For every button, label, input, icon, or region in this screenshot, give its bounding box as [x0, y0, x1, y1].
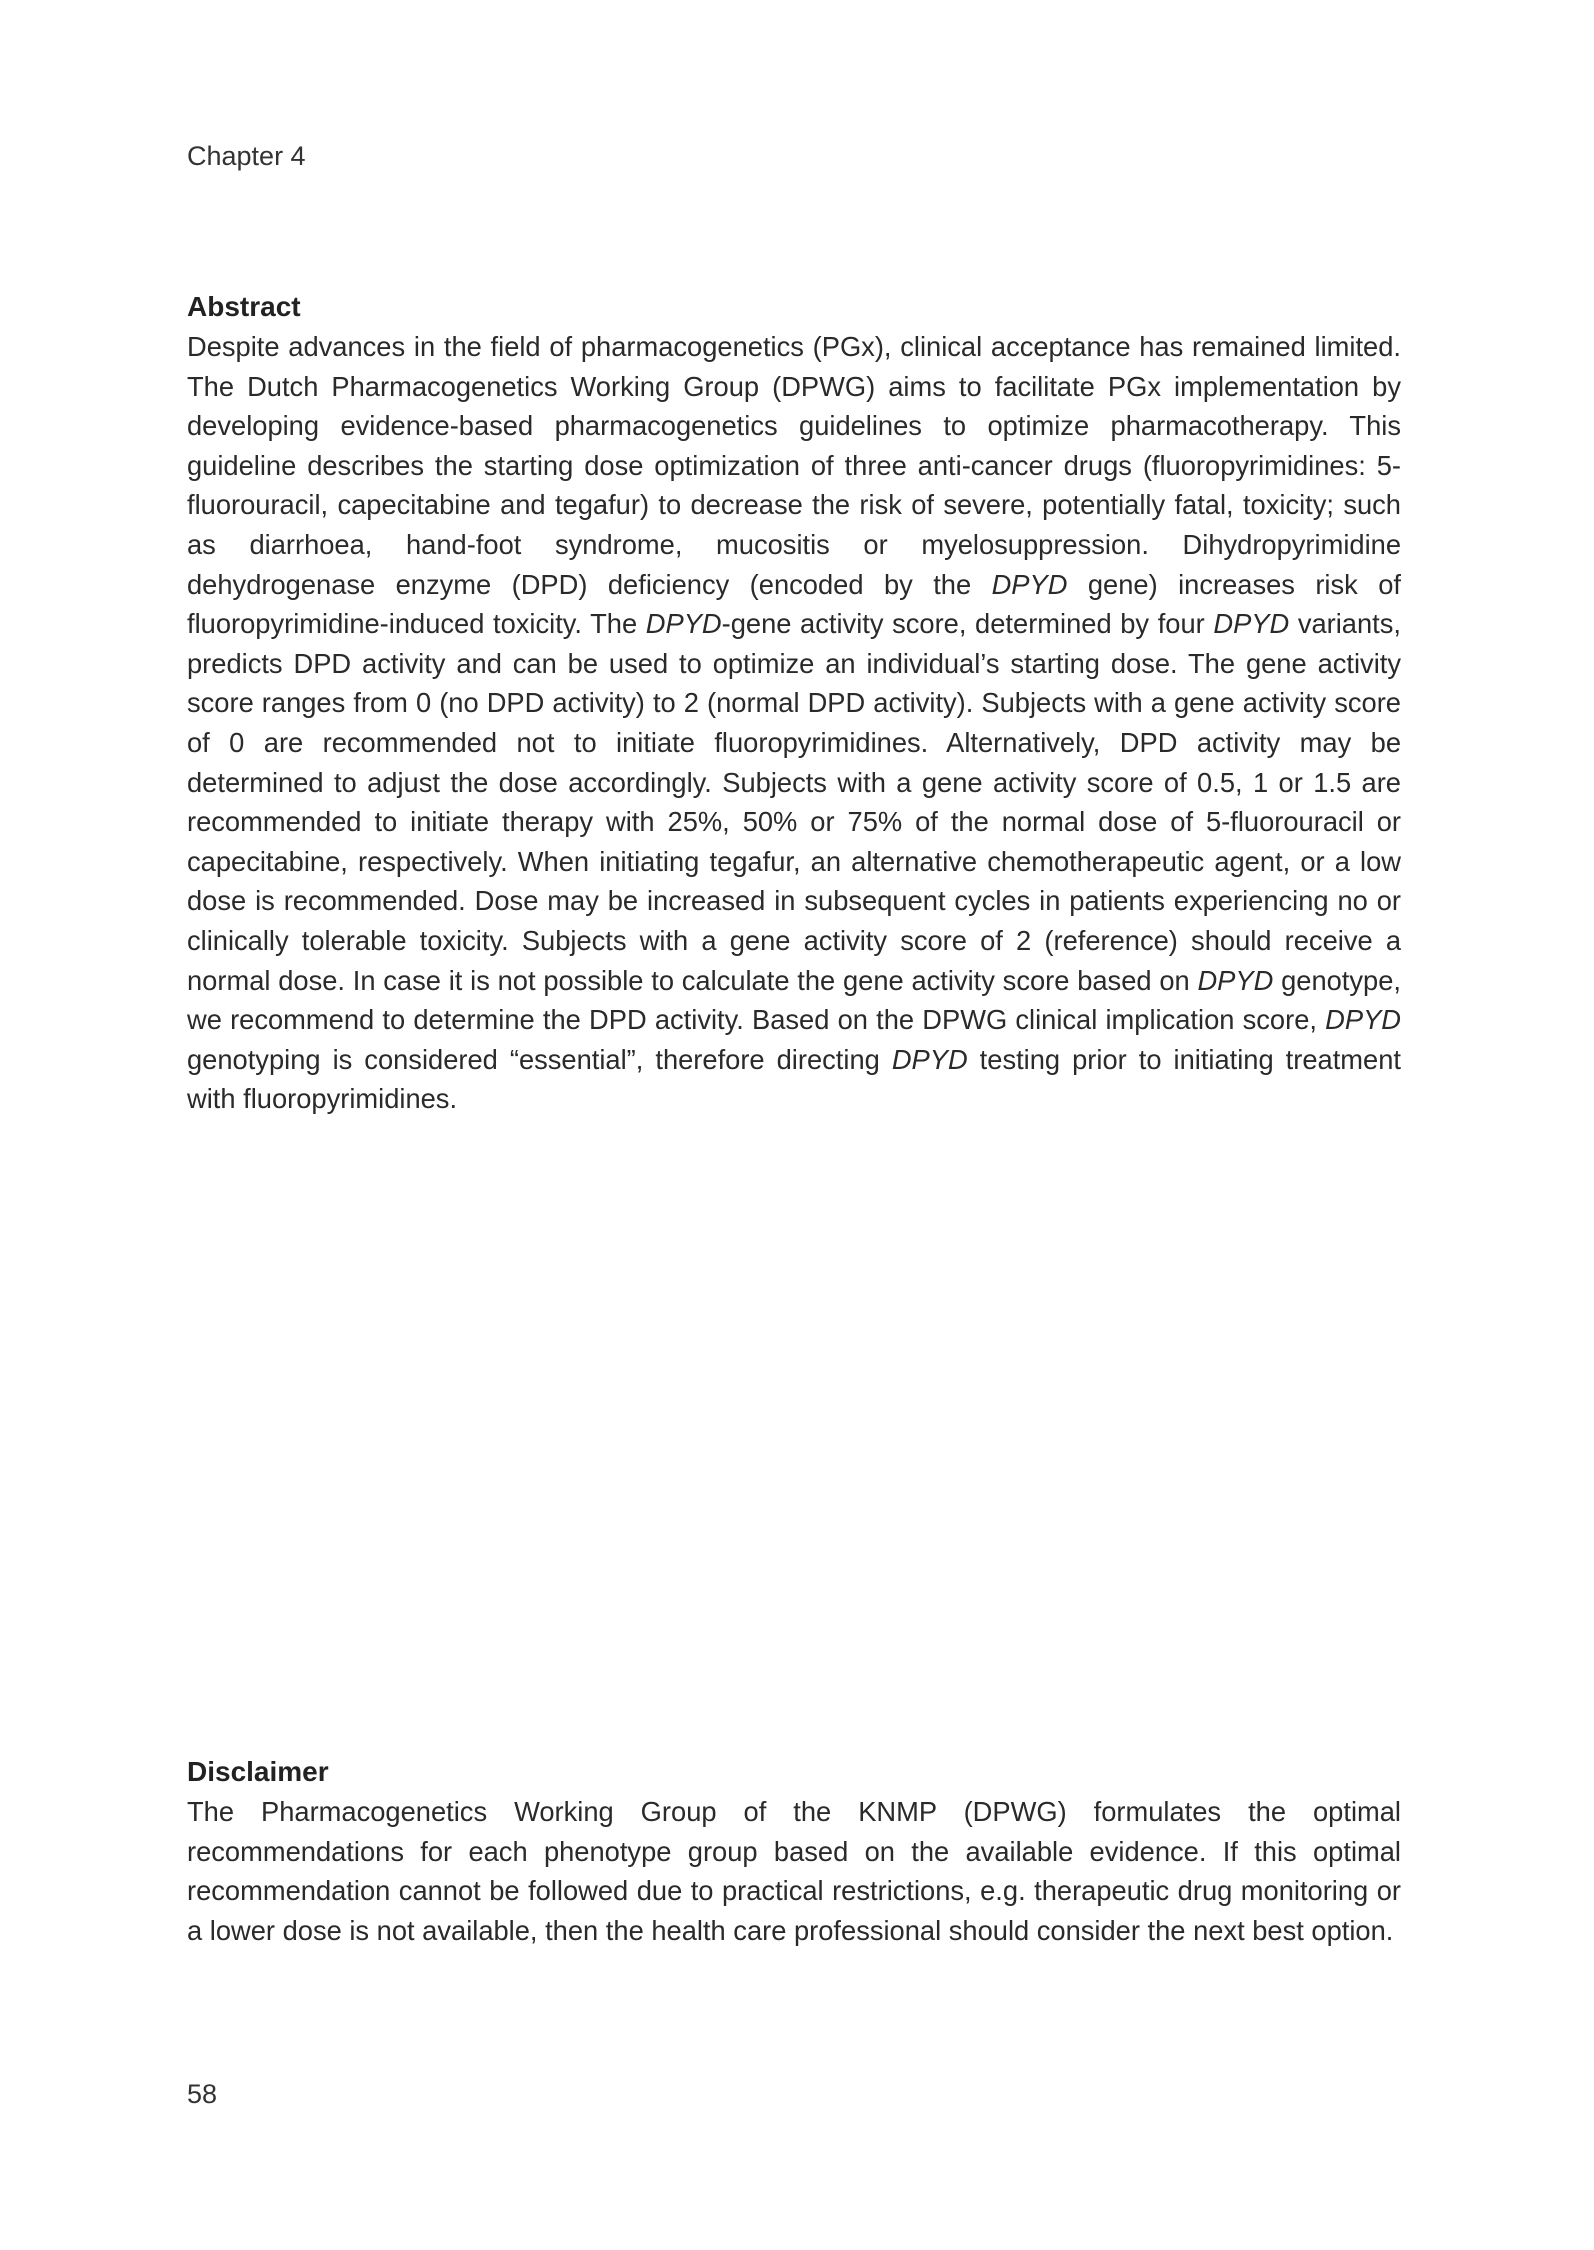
abstract-paragraph	[187, 327, 1401, 1119]
disclaimer-section	[187, 1752, 1401, 1950]
gene-name: DPYD	[1213, 608, 1290, 640]
abstract-text: genotype, we recommend to determine the DPD activity. Based on the DPWG clinical implication score,	[187, 964, 1401, 1036]
abstract-text: gene) increases risk of fluoropyrimidine-induced toxicity. The	[187, 568, 1401, 640]
abstract-text: -gene activity score, determined by four	[721, 608, 1214, 640]
abstract-section	[187, 287, 1401, 1119]
gene-name: DPYD	[645, 608, 722, 640]
abstract-text: genotyping is considered “essential”, therefore directing	[187, 1043, 892, 1075]
abstract-text: Despite advances in the field of pharmacogenetics (PGx), clinical acceptance has remained limited. The Dutch Pharmacogenetics Working Group (DPWG) aims to facilitate PGx implementation by developing evidence-based pharmacogenetics guidelines to optimize pharmacotherapy. This guideline describes the starting dose optimization of three anti-cancer drugs (fluoropyrimidines: 5-fluorouracil, capecitabine and tegafur) to decrease the risk of severe, potentially fatal, toxicity; such as diarrhoea, hand-foot syndrome, mucositis or myelosuppression. Dihydropyrimidine dehydrogenase enzyme (DPD) deficiency (encoded by the	[187, 331, 1401, 600]
gene-name: DPYD	[991, 568, 1068, 600]
gene-name: DPYD	[891, 1043, 968, 1075]
abstract-text: testing prior to initiating treatment with fluoropyrimidines.	[187, 1043, 1401, 1115]
disclaimer-heading: Disclaimer	[187, 1756, 329, 1787]
page-number: 58	[187, 2079, 218, 2109]
running-head: Chapter 4	[187, 141, 306, 171]
abstract-heading: Abstract	[187, 291, 301, 322]
gene-name: DPYD	[1197, 964, 1274, 996]
gene-name: DPYD	[1325, 1004, 1401, 1036]
disclaimer-paragraph: The Pharmacogenetics Working Group of the KNMP (DPWG) formulates the optimal recommendations for each phenotype group based on the available evidence. If this optimal recommendation cannot be followed due to practical restrictions, e.g. therapeutic drug monitoring or a lower dose is not available, then the health care professional should consider the next best option.	[187, 1796, 1401, 1946]
abstract-text: variants, predicts DPD activity and can be used to optimize an individual’s starting dose. The gene activity score ranges from 0 (no DPD activity) to 2 (normal DPD activity). Subjects with a gene activity score of 0 are recommended not to initiate fluoropyrimidines. Alternatively, DPD activity may be determined to adjust the dose accordingly. Subjects with a gene activity score of 0.5, 1 or 1.5 are recommended to initiate therapy with 25%, 50% or 75% of the normal dose of 5-fluorouracil or capecitabine, respectively. When initiating tegafur, an alternative chemotherapeutic agent, or a low dose is recommended. Dose may be increased in subsequent cycles in patients experiencing no or clinically tolerable toxicity. Subjects with a gene activity score of 2 (reference) should receive a normal dose. In case it is not possible to calculate the gene activity score based on	[187, 608, 1401, 996]
